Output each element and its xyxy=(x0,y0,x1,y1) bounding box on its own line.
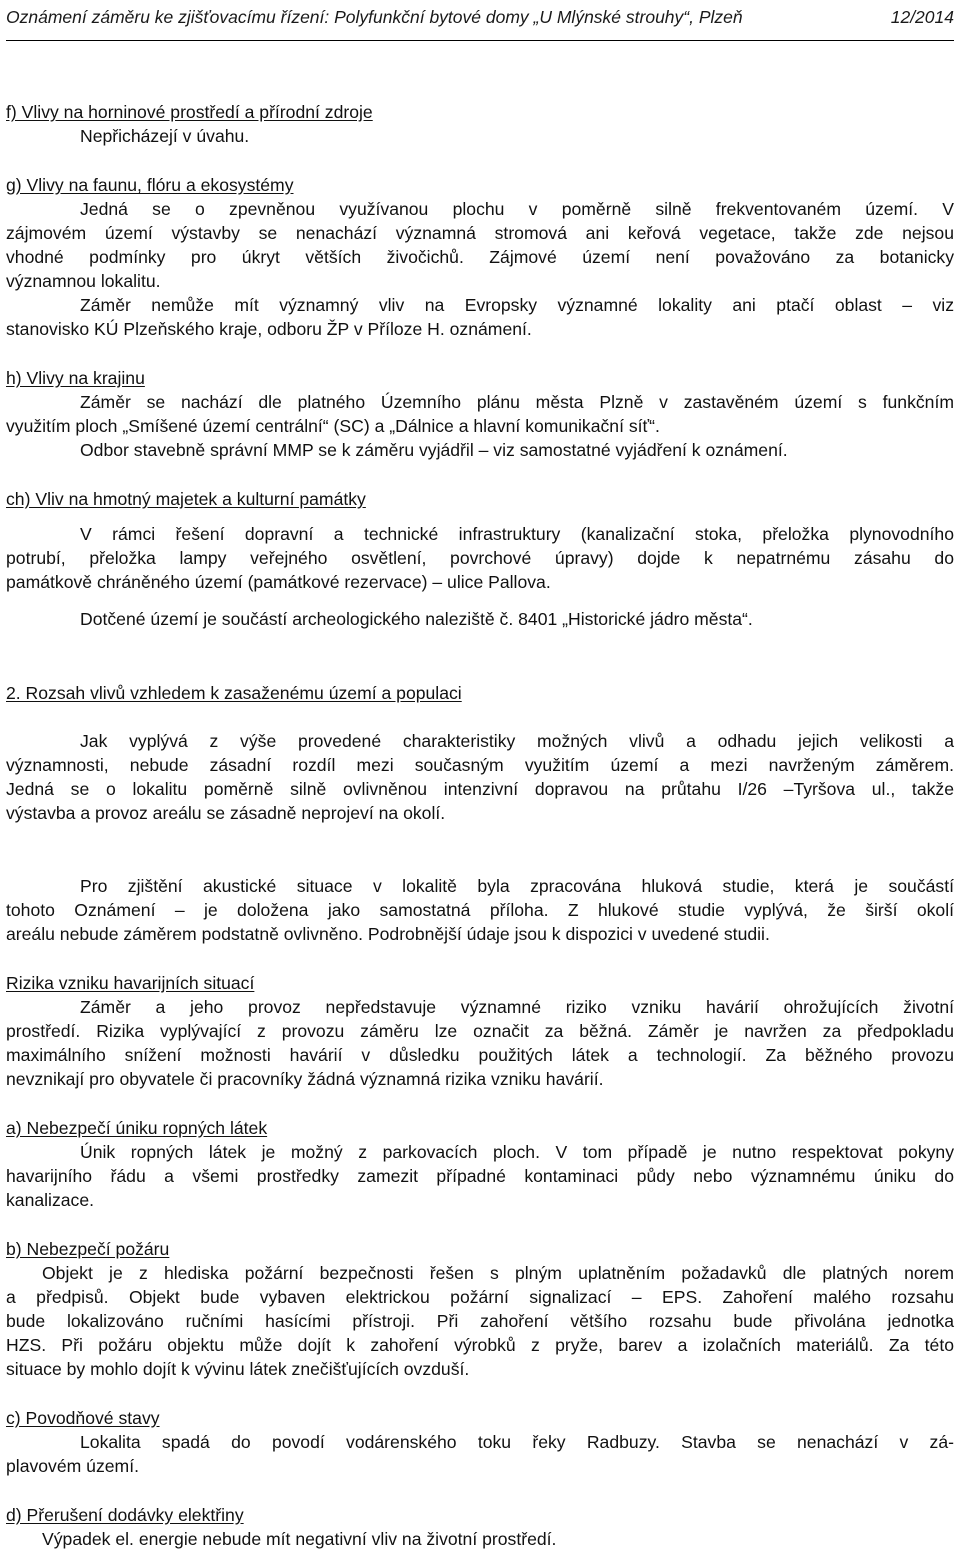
paragraph-line: V rámci řešení dopravní a technické infrastruktury (kanalizační stoka, přeložka plynovodního xyxy=(80,524,954,544)
document-date: 12/2014 xyxy=(890,7,954,27)
paragraph-line: využitím ploch „Smíšené území centrální“ (SC) a „Dálnice a hlavní komunikační síť“. xyxy=(6,416,660,436)
section-heading-ch: ch) Vliv na hmotný majetek a kulturní památky xyxy=(6,489,366,509)
paragraph-line: tohoto Oznámení – je doložena jako samostatná příloha. Z hlukové studie vyplývá, že širší okolí xyxy=(6,900,954,920)
paragraph-line: potrubí, přeložka lampy veřejného osvětlení, povrchové úpravy) dojde k nepatrnému zásahu do xyxy=(6,548,954,568)
section-heading-g: g) Vlivy na faunu, flóru a ekosystémy xyxy=(6,175,294,195)
paragraph-line: plavovém území. xyxy=(6,1456,139,1476)
paragraph-line: výstavba a provoz areálu se zásadně neprojeví na okolí. xyxy=(6,803,446,823)
paragraph-line: Nepřicházejí v úvahu. xyxy=(80,126,250,146)
paragraph-line: situace by mohlo dojít k vývinu látek znečišťujících ovzduší. xyxy=(6,1359,470,1379)
document-title: Oznámení záměru ke zjišťovacímu řízení: Polyfunkční bytové domy „U Mlýnské strouhy“, Plzeň xyxy=(6,7,743,27)
paragraph-line: Záměr se nachází dle platného Územního plánu města Plzně v zastavěném území s funkčním xyxy=(80,392,954,412)
paragraph-line: stanovisko KÚ Plzeňského kraje, odboru ŽP v Příloze H. oznámení. xyxy=(6,319,532,339)
paragraph-line: nevznikají pro obyvatele či pracovníky žádná významná rizika vzniku havárií. xyxy=(6,1069,604,1089)
section-heading-b: b) Nebezpečí požáru xyxy=(6,1239,170,1259)
paragraph-line: areálu nebude záměrem podstatně ovlivněno. Podrobnější údaje jsou k dispozici v uvedené studii. xyxy=(6,924,770,944)
paragraph-line: zájmovém území výstavby se nenachází významná stromová ani keřová vegetace, takže zde nejsou xyxy=(6,223,954,243)
paragraph-line: Záměr nemůže mít významný vliv na Evropsky významné lokality ani ptačí oblast – viz xyxy=(80,295,954,315)
paragraph-line: bude lokalizováno ručními hasícími přístroji. Při zahoření většího rozsahu bude přivolána jednotka xyxy=(6,1311,954,1331)
paragraph-line: Dotčené území je součástí archeologického naleziště č. 8401 „Historické jádro města“. xyxy=(80,609,753,629)
section-heading-a: a) Nebezpečí úniku ropných látek xyxy=(6,1118,268,1138)
paragraph-line: Pro zjištění akustické situace v lokalitě byla zpracována hluková studie, která je součástí xyxy=(80,876,954,896)
section-heading-c: c) Povodňové stavy xyxy=(6,1408,160,1428)
paragraph-line: kanalizace. xyxy=(6,1190,95,1210)
paragraph-line: a předpisů. Objekt bude vybaven elektrickou požární signalizací – EPS. Zahoření malého rozsahu xyxy=(6,1287,954,1307)
paragraph-line: havarijního řádu a všemi prostředky zamezit případné kontaminaci půdy nebo významnému úniku do xyxy=(6,1166,954,1186)
paragraph-line: památkově chráněného území (památkové rezervace) – ulice Pallova. xyxy=(6,572,551,592)
paragraph-line: Únik ropných látek je možný z parkovacích ploch. V tom případě je nutno respektovat pokyny xyxy=(80,1142,954,1162)
paragraph-line: prostředí. Rizika vyplývající z provozu záměru lze označit za běžná. Záměr je navržen za předpokladu xyxy=(6,1021,954,1041)
paragraph-line: Jak vyplývá z výše provedené charakteristiky možných vlivů a odhadu jejich velikosti a xyxy=(80,731,954,751)
paragraph-line: významnou lokalitu. xyxy=(6,271,161,291)
paragraph-line: Výpadek el. energie nebude mít negativní vliv na životní prostředí. xyxy=(42,1529,557,1549)
paragraph-line: Záměr a jeho provoz nepředstavuje významné riziko vzniku havárií ohrožujících životní xyxy=(80,997,954,1017)
paragraph-line: Odbor stavebně správní MMP se k záměru vyjádřil – viz samostatné vyjádření k oznámení. xyxy=(80,440,788,460)
section-heading-rizika: Rizika vzniku havarijních situací xyxy=(6,973,255,993)
paragraph-line: maximálního snížení možnosti havárií v důsledku použitých látek a technologií. Za běžného provozu xyxy=(6,1045,954,1065)
paragraph-line: Jedná se o zpevněnou využívanou plochu v poměrně silně frekventovaném území. V xyxy=(80,199,954,219)
section-heading-rozsah: 2. Rozsah vlivů vzhledem k zasaženému území a populaci xyxy=(6,683,462,703)
paragraph-line: významnosti, nebude zásadní rozdíl mezi současným využitím území a mezi navrženým záměrem. xyxy=(6,755,954,775)
paragraph-line: vhodné podmínky pro úkryt větších živočichů. Zájmové území není považováno za botanicky xyxy=(6,247,954,267)
paragraph-line: Jedná se o lokalitu poměrně silně ovlivněnou intenzivní dopravou na průtahu I/26 –Tyršova ul., takže xyxy=(6,779,954,799)
paragraph-line: Objekt je z hlediska požární bezpečnosti řešen s plným uplatněním požadavků dle platných norem xyxy=(42,1263,954,1283)
paragraph-line: Lokalita spadá do povodí vodárenského toku řeky Radbuzy. Stavba se nenachází v zá- xyxy=(80,1432,954,1452)
page-header xyxy=(6,0,954,41)
paragraph-line: HZS. Při požáru objektu může dojít k zahoření výrobků z pryže, barev a izolačních materiálů. Za této xyxy=(6,1335,954,1355)
section-heading-d: d) Přerušení dodávky elektřiny xyxy=(6,1505,244,1525)
section-heading-f: f) Vlivy na horninové prostředí a přírodní zdroje xyxy=(6,102,373,122)
section-heading-h: h) Vlivy na krajinu xyxy=(6,368,145,388)
